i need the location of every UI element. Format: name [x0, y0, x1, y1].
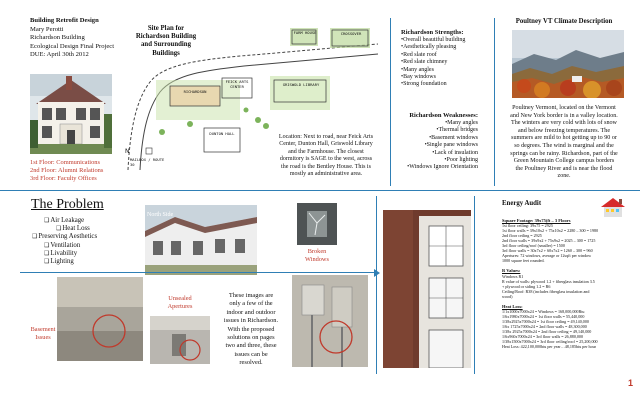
poster-title: Building Retrofit Design	[30, 17, 99, 24]
strengths-panel	[401, 29, 491, 89]
north-arrow-label: N	[125, 148, 130, 155]
house-energy-icon	[599, 196, 627, 218]
climate-title: Poultney VT Climate Description	[515, 18, 613, 25]
strength-item: •Overall beautiful building	[401, 37, 466, 43]
north-side-label: North Side	[147, 212, 174, 218]
course-name: Ecological Design Final Project	[30, 42, 115, 50]
floor-2: 2nd Floor: Alumni Relations	[30, 167, 104, 174]
label-dunton: DUNTON HALL	[209, 131, 235, 136]
floor-3: 3rd Floor: Faculty Offices	[30, 175, 97, 182]
strength-item: •Red slate roof	[401, 51, 437, 58]
weaknesses-title: Richardson Weaknesses:	[409, 112, 478, 119]
label-mailbox: MAILBOX / ROUTE 30	[130, 157, 165, 167]
broken-windows-label: Broken Windows	[305, 248, 329, 263]
strength-item: •Strong foundation	[401, 81, 447, 88]
label-griswold: GRISWOLD LIBRARY	[282, 82, 320, 87]
unsealed-apertures-label: Unsealed Apertures	[167, 295, 193, 310]
label-feick: FEICK ARTS CENTER	[225, 79, 249, 89]
site-plan-title: Site Plan for Richardson Building and Surrounding Buildings	[135, 25, 197, 57]
weakness-item: •Single pane windows	[424, 142, 478, 149]
floor-list	[30, 159, 130, 183]
label-richardson: RICHARDSON	[183, 89, 207, 94]
energy-audit-body: Square Footage: 39x75(ft – 3 Floors 1st floor ceiling: 39x75 = 2925 1st floor walls = 39x10x2 + 75x10x2 = 2280 – 300 = 1980 2nd floor ceiling = 2925 2nd floor walls = 39x9x2 + 75x9x2 = 2025 – 300 = 1725 3rd floor ceiling/roof (smaller) = 1500 3rd floor walls = 30x7x2 + 60x7x2 = 1260 – 300 = 960 Apertures: 72 windows, average or 12sqft per window 1000 square feet rounded. R Values: Windows R1 R value of walls: plywood 1.2 + fiberglass insulation 3.5 + plywood or siding 1.2 = R6 Ceiling/Roof: R38 (includes fiberglass insulation and wood) Heat Loss: 1/1x1000x7000x24 = Windows = 168,000,000Btu 1/6x1980x7000x24 = 1st floor walls = 55,440,000 1/38x2925x7000x24 = 1st floor ceiling = 49,140,000 1/6x 1725x7000x24 = 2nd floor walls = 48,300,000 1/38x 2925x7000x24 = 2nd floor ceiling = 49,140,000 1/6x960x7000x24 = 3rd floor walls = 26,880,000 1/38x1500x7000x24 = 3rd floor ceiling/roof = 25,200,000 Heat Loss: 422,100,000btu per year…48,185btu per hour	[502, 218, 599, 350]
weaknesses-panel	[392, 112, 478, 172]
due-date: DUE: April 30th 2012	[30, 51, 89, 59]
divider-bottom-2	[474, 196, 475, 374]
richardson-photo	[30, 74, 112, 154]
page-number: 1	[628, 378, 634, 388]
weakness-item: •Windows Ignore Orientation	[407, 164, 478, 171]
strength-item: •Many angles	[401, 66, 434, 73]
problem-item: ❑ Heat Loss	[32, 225, 142, 233]
problem-item: ❑ Livability	[32, 250, 142, 258]
author: Mary Perotti	[30, 25, 64, 33]
weakness-item: •Poor lighting	[444, 157, 478, 164]
problem-arrow-line	[20, 272, 375, 273]
horizontal-divider	[0, 190, 640, 191]
problem-item: ❑ Air Leakage	[32, 217, 142, 225]
problem-list	[32, 217, 142, 266]
poultney-landscape-photo	[512, 30, 624, 98]
broken-window-photo	[297, 203, 337, 245]
strength-item: •Aesthetically pleasing	[401, 44, 457, 51]
brick-window-photo	[383, 210, 471, 368]
label-crossover: CROSSOVER	[340, 31, 362, 36]
problem-title: The Problem	[31, 197, 104, 212]
outdoor-meter-photo	[292, 275, 368, 367]
problem-item: ❑ Lighting	[32, 258, 142, 266]
problem-item: ❑ Preserving Aesthetics	[32, 233, 142, 241]
climate-text: Poultney Vermont, located on the Vermont and New York border is in a valley location. The winters are very cold with lots of snow and below freezing temperatures. The summers are mild to hot getting up to 90 or so degrees. The wind is marginal and the springs can be rainy. Richardson, part of the Green Mountain College campus borders the Poultney River and is near the flood zone.	[510, 105, 618, 180]
divider-top-2	[494, 18, 495, 186]
strengths-title: Richardson Strengths:	[401, 29, 464, 36]
energy-audit-title: Energy Audit	[502, 200, 542, 207]
weakness-item: •Thermal bridges	[436, 127, 478, 134]
weakness-item: •Basement windows	[429, 134, 478, 141]
problem-caption: These images are only a few of the indoor and outdoor issues in Richardson. With the proposed solutions on pages two and three, these issues can be resolved.	[223, 292, 279, 367]
problem-item: ❑ Ventilation	[32, 242, 142, 250]
divider-top-1	[390, 18, 391, 186]
weakness-item: •Many angles	[445, 120, 478, 126]
basement-issues-label: Basement Issues	[30, 326, 56, 341]
floor-1: 1st Floor: Communications	[30, 159, 100, 166]
weakness-item: •Lack of insulation	[432, 149, 478, 156]
label-farm-house: FARM HOUSE	[293, 30, 317, 35]
strength-item: •Red slate chimney	[401, 59, 448, 66]
unsealed-apertures-photo	[150, 316, 210, 364]
strength-item: •Bay windows	[401, 74, 436, 81]
location-text: Location: Next to road, near Feick Arts Center, Dunton Hall, Griswold Library and the Farmhouse. The closest dormitory is SAGE to the west, across the road is the Bentley House. This is mostly an administrative area.	[278, 134, 374, 178]
basement-photo	[57, 277, 143, 361]
building-name: Richardson Building	[30, 34, 85, 42]
divider-bottom-1	[376, 196, 377, 374]
title-block	[30, 17, 130, 60]
